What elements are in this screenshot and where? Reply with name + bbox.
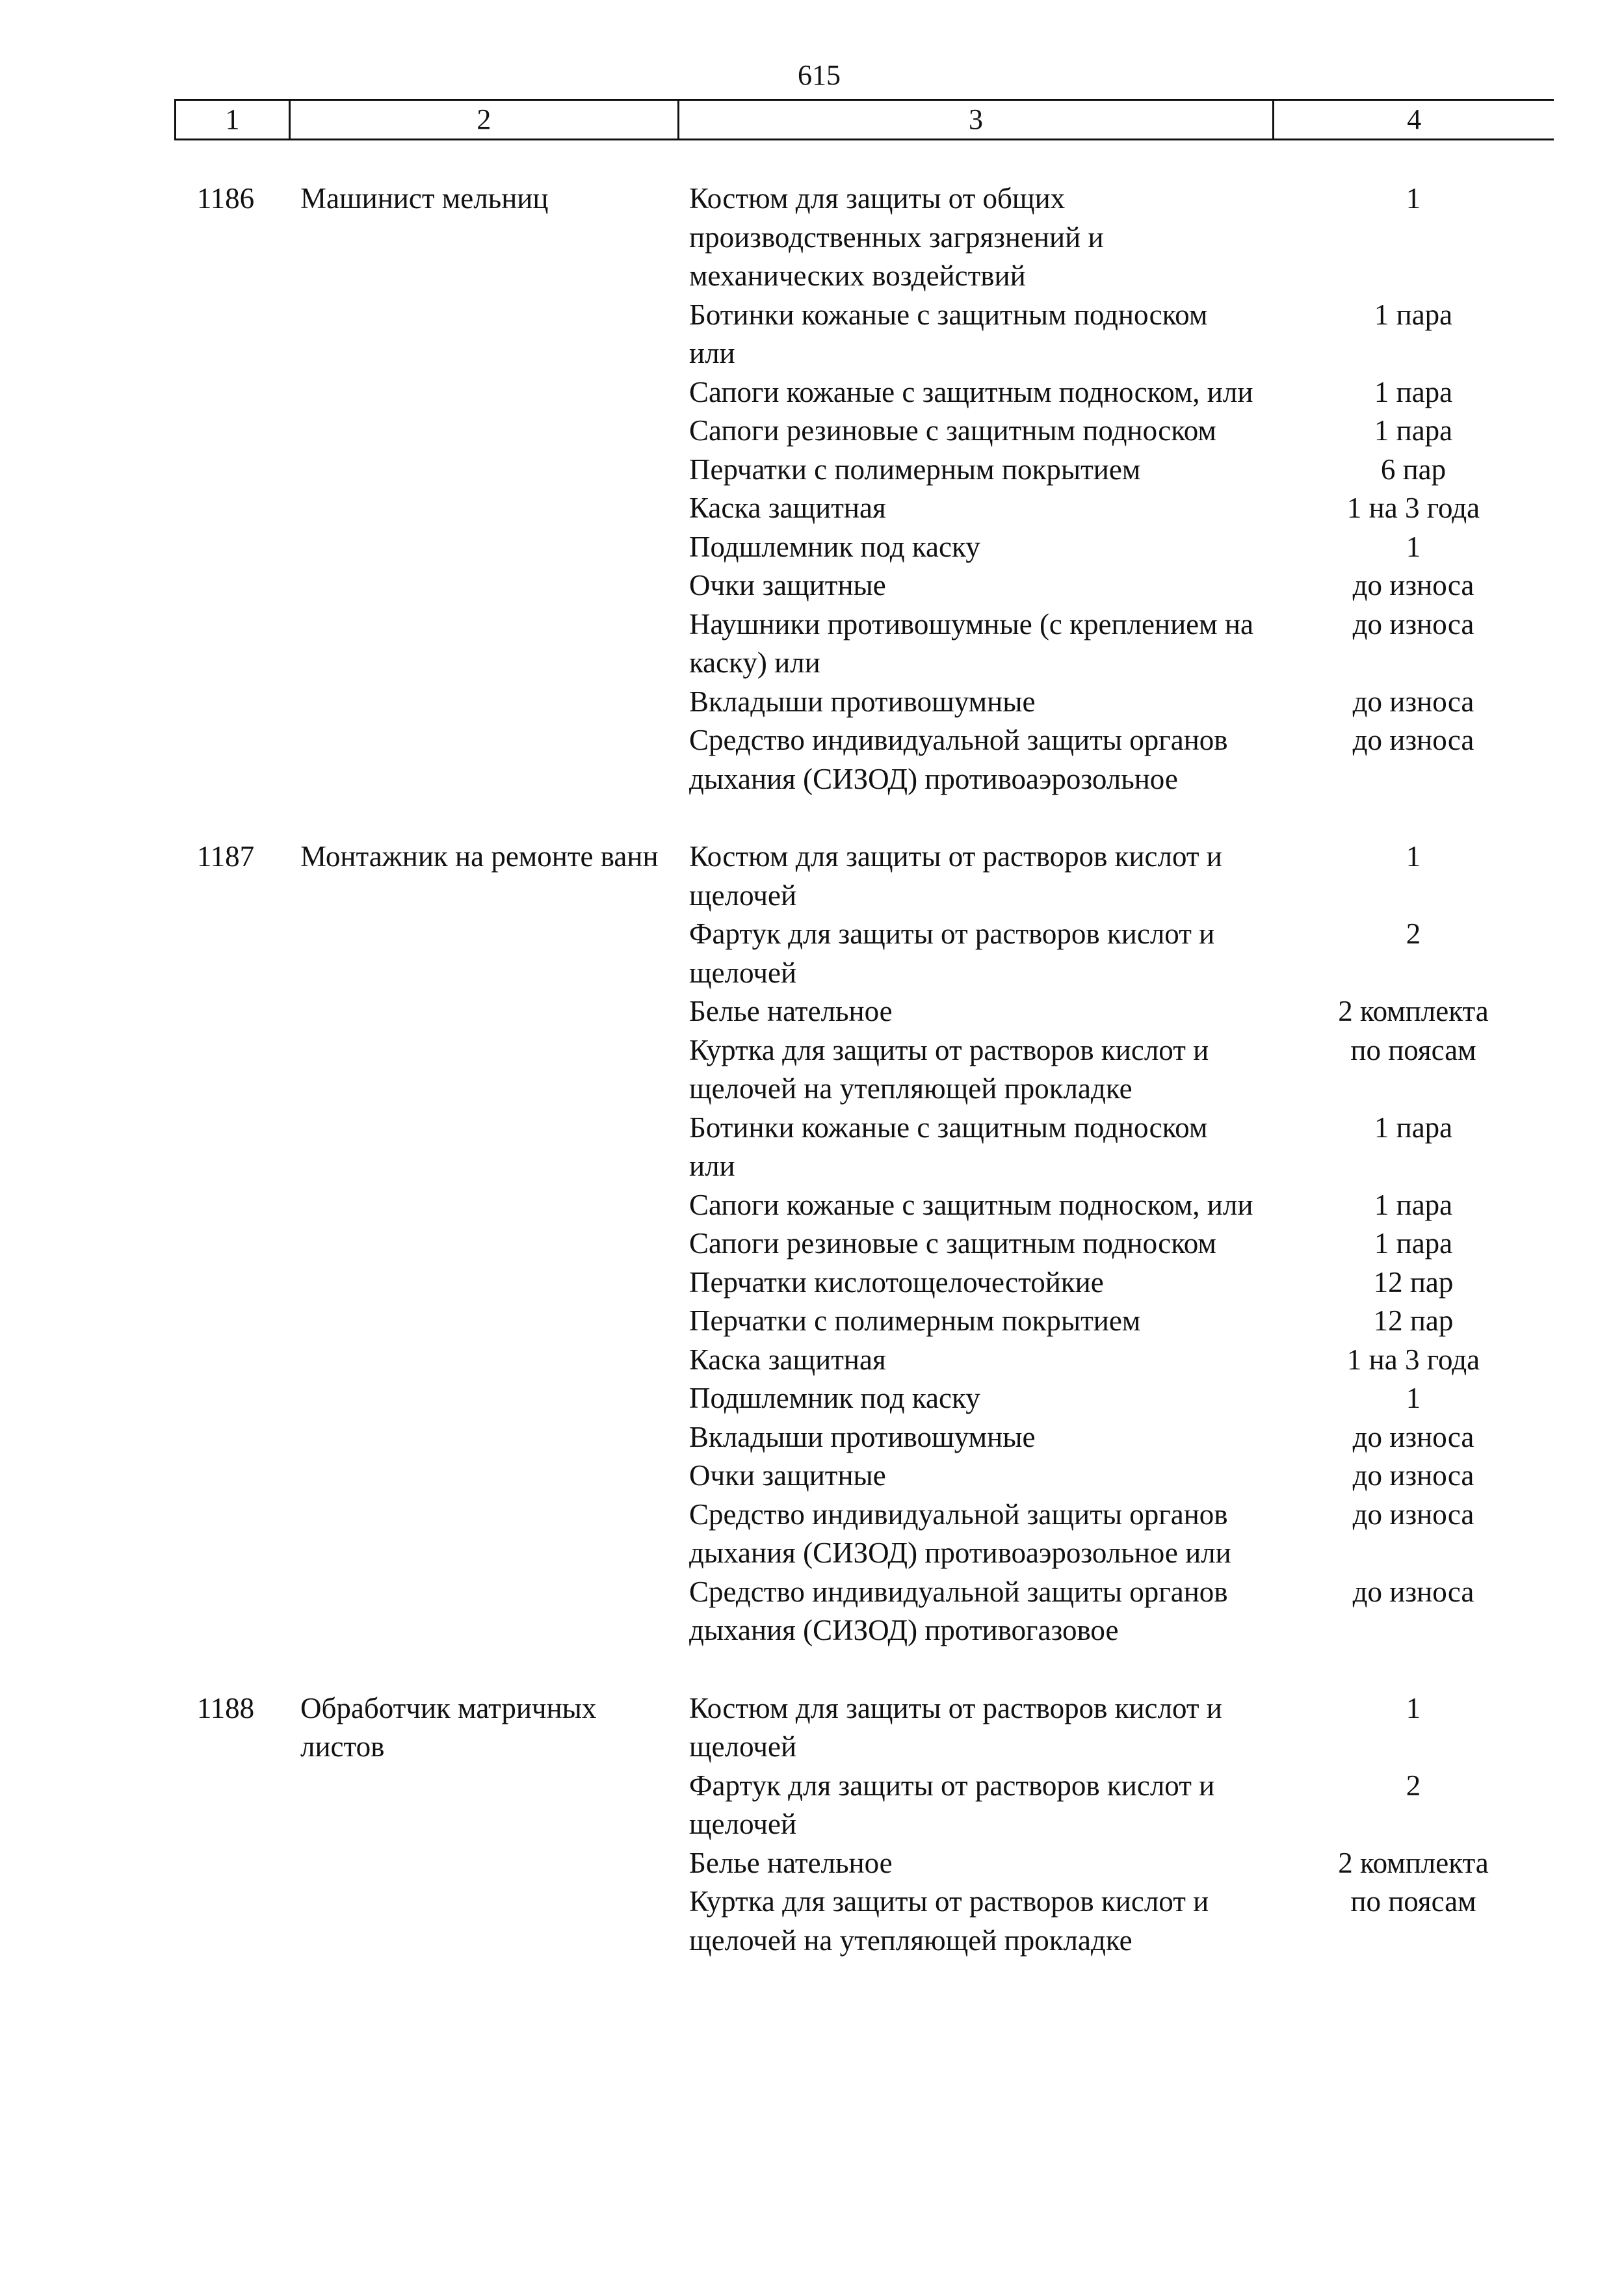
ppe-item-name: Белье нательное <box>689 1846 893 1879</box>
entry-number-empty <box>174 1496 287 1573</box>
ppe-item-norm: 1 пара <box>1374 1188 1453 1221</box>
ppe-item-norm: 1 <box>1406 840 1421 873</box>
ppe-item-name: Подшлемник под каску <box>689 1382 980 1414</box>
entry-spacer <box>174 798 1554 838</box>
ppe-item-norm: 1 <box>1406 1691 1421 1724</box>
ppe-item-norm: по поясам <box>1350 1033 1476 1066</box>
ppe-item-name: Ботинки кожаные с защитным подноском или <box>689 1111 1208 1182</box>
ppe-item-norm: 1 <box>1406 1382 1421 1414</box>
ppe-item-name: Вкладыши противошумные <box>689 1420 1036 1453</box>
entry-number-empty <box>174 1767 287 1844</box>
ppe-item-norm: по поясам <box>1350 1885 1476 1918</box>
ppe-item-name: Костюм для защиты от растворов кислот и щелочей <box>689 1691 1222 1763</box>
ppe-item-name: Ботинки кожаные с защитным подноском или <box>689 298 1208 369</box>
entry-number: 1188 <box>196 1691 255 1724</box>
ppe-item-norm: 1 на 3 года <box>1346 1343 1480 1376</box>
column-header-row <box>174 99 1554 140</box>
ppe-item-norm: 1 пара <box>1374 1227 1453 1260</box>
entry-number-empty <box>174 1379 287 1418</box>
ppe-item-norm: 1 пара <box>1374 375 1453 408</box>
entry-number-empty <box>174 1263 287 1302</box>
ppe-item-name: Сапоги резиновые с защитным подноском <box>689 414 1216 447</box>
ppe-item-name: Сапоги кожаные с защитным подноском, или <box>689 375 1253 408</box>
entry-number: 1186 <box>196 182 255 215</box>
table-row <box>174 838 1554 915</box>
ppe-item-name: Костюм для защиты от общих производственных загрязнений и механических воздействий <box>689 182 1104 292</box>
profession-name: Монтажник на ремонте ванн <box>300 840 659 873</box>
entry-number-empty <box>174 1302 287 1341</box>
entry-number-empty <box>174 373 287 412</box>
entry-number: 1187 <box>196 840 255 873</box>
profession-name: Машинист мельниц <box>300 182 549 215</box>
ppe-item-name: Подшлемник под каску <box>689 530 980 563</box>
entry-number-empty <box>174 451 287 490</box>
entry-number-empty <box>174 1186 287 1225</box>
ppe-item-name: Фартук для защиты от растворов кислот и щелочей <box>689 1769 1215 1840</box>
entry-spacer <box>174 1650 1554 1689</box>
entry-number-empty <box>174 1341 287 1380</box>
entry-number-empty <box>174 1109 287 1186</box>
ppe-item-name: Сапоги кожаные с защитным подноском, или <box>689 1188 1253 1221</box>
entry-number-empty <box>174 1882 287 1960</box>
ppe-item-name: Каска защитная <box>689 492 886 524</box>
entry-number-empty <box>174 605 287 683</box>
entry-number-empty <box>174 1224 287 1263</box>
ppe-item-name: Перчатки с полимерным покрытием <box>689 1304 1141 1337</box>
entry-number-empty <box>174 992 287 1031</box>
page-number: 615 <box>798 59 841 91</box>
ppe-item-norm: до износа <box>1352 1459 1474 1492</box>
entry-spacer-cell <box>174 798 1554 838</box>
ppe-item-name: Средство индивидуальной защиты органов дыхания (СИЗОД) противоаэрозольное <box>689 724 1228 795</box>
entry-number-empty <box>174 489 287 528</box>
ppe-item-name: Наушники противошумные (с креплением на каску) или <box>689 607 1253 679</box>
entry-number-empty <box>174 566 287 605</box>
ppe-item-name: Средство индивидуальной защиты органов дыхания (СИЗОД) противогазовое <box>689 1575 1228 1646</box>
ppe-item-name: Куртка для защиты от растворов кислот и щелочей на утепляющей прокладке <box>689 1033 1209 1105</box>
ppe-item-name: Каска защитная <box>689 1343 886 1376</box>
entry-number-empty <box>174 1031 287 1109</box>
entry-number-empty <box>174 721 287 798</box>
ppe-item-norm: 12 пар <box>1373 1304 1454 1337</box>
ppe-item-name: Средство индивидуальной защиты органов дыхания (СИЗОД) противоаэрозольное или <box>689 1498 1231 1569</box>
column-header-4: 4 <box>1274 100 1554 140</box>
column-header-3: 3 <box>678 100 1274 140</box>
column-header-2: 2 <box>290 100 679 140</box>
ppe-item-norm: 6 пар <box>1380 453 1447 486</box>
entry-number-empty <box>174 1844 287 1883</box>
ppe-item-norm: до износа <box>1352 1575 1474 1608</box>
ppe-item-name: Вкладыши противошумные <box>689 685 1036 718</box>
ppe-item-norm: 2 комплекта <box>1338 1846 1489 1879</box>
ppe-item-norm: до износа <box>1352 607 1474 640</box>
column-header-1: 1 <box>176 100 290 140</box>
profession-name: Обработчик матричных листов <box>300 1691 597 1763</box>
ppe-item-name: Белье нательное <box>689 995 893 1027</box>
ppe-item-norm: 1 пара <box>1374 1111 1453 1144</box>
ppe-item-norm: 2 <box>1406 917 1421 950</box>
ppe-item-norm: 2 <box>1406 1769 1421 1802</box>
entry-number-empty <box>174 915 287 992</box>
ppe-item-norm: до износа <box>1352 1420 1474 1453</box>
ppe-item-name: Очки защитные <box>689 569 886 601</box>
ppe-item-norm: 1 на 3 года <box>1346 492 1480 524</box>
ppe-item-norm: до износа <box>1352 724 1474 756</box>
entry-number-empty <box>174 1457 287 1496</box>
ppe-item-name: Куртка для защиты от растворов кислот и щелочей на утепляющей прокладке <box>689 1885 1209 1957</box>
ppe-item-norm: до износа <box>1352 685 1474 718</box>
ppe-item-norm: 2 комплекта <box>1338 995 1489 1027</box>
table-row <box>174 1689 1554 1767</box>
ppe-item-name: Костюм для защиты от растворов кислот и щелочей <box>689 840 1222 912</box>
ppe-item-norm: 12 пар <box>1373 1265 1454 1299</box>
ppe-item-name: Перчатки кислотощелочестойкие <box>689 1265 1104 1299</box>
ppe-item-name: Сапоги резиновые с защитным подноском <box>689 1227 1216 1260</box>
table-row <box>174 179 1554 296</box>
ppe-item-norm: до износа <box>1352 1498 1474 1531</box>
ppe-item-norm: до износа <box>1352 569 1474 601</box>
ppe-item-name: Фартук для защиты от растворов кислот и щелочей <box>689 917 1215 989</box>
entry-number-empty <box>174 412 287 451</box>
ppe-item-norm: 1 <box>1406 182 1421 215</box>
entry-number-empty <box>174 296 287 373</box>
entry-spacer-cell <box>174 1650 1554 1689</box>
entry-number-empty <box>174 528 287 567</box>
ppe-item-name: Перчатки с полимерным покрытием <box>689 453 1141 486</box>
ppe-item-name: Очки защитные <box>689 1459 886 1492</box>
ppe-item-norm: 1 <box>1406 530 1421 563</box>
entry-number-empty <box>174 683 287 722</box>
ppe-item-norm: 1 пара <box>1374 298 1453 331</box>
entry-number-empty <box>174 1418 287 1457</box>
ppe-norms-table <box>174 179 1554 1960</box>
entry-number-empty <box>174 1573 287 1650</box>
ppe-item-norm: 1 пара <box>1374 414 1453 447</box>
